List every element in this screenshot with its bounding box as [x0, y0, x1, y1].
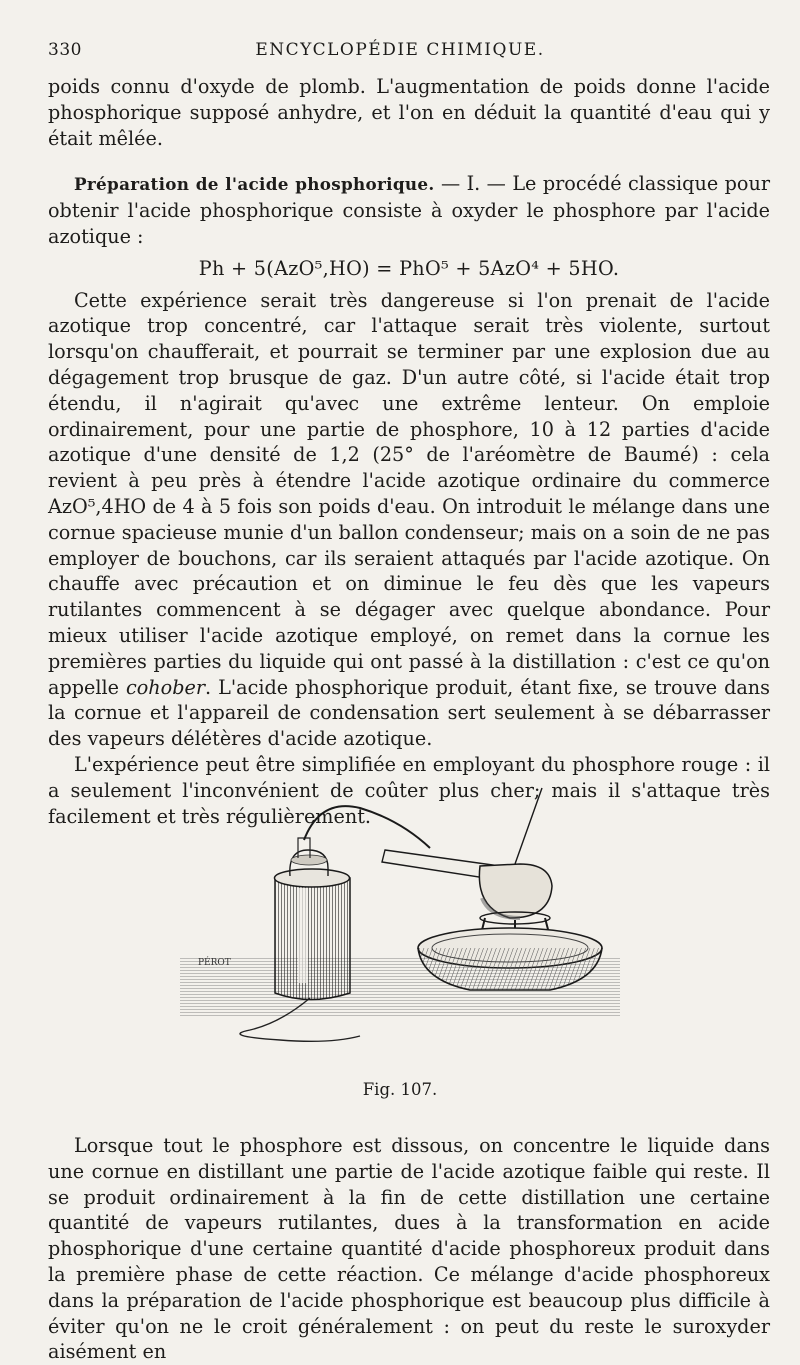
- text-block-top: [48, 74, 770, 829]
- section-heading: Préparation de l'acide phosphorique.: [74, 174, 435, 195]
- page-number: 330: [48, 40, 82, 60]
- page-header: [48, 40, 752, 64]
- paragraph-experience: [48, 288, 770, 752]
- paragraph-preparation-text: — I. — Le procédé classique pour obtenir l'acide phosphorique consiste à oxyder le phosphore par l'acide azotique :: [48, 172, 770, 248]
- figure-caption: Fig. 107.: [362, 1080, 438, 1099]
- paragraph-experience-part-b: . L'acide phosphorique produit, étant fixe, se trouve dans la cornue et l'appareil de condensation sert seulement à se débarrasser des vapeurs délétères d'acide azotique.: [48, 675, 770, 751]
- running-title: ENCYCLOPÉDIE CHIMIQUE.: [255, 40, 545, 60]
- paragraph-experience-part-a: Cette expérience serait très dangereuse si l'on prenait de l'acide azotique trop concentré, car l'attaque serait très violente, surtout lorsqu'on chaufferait, et pourrait se terminer par une explosion due au dégagement trop brusque de gaz. D'un autre côté, si l'acide était trop étendu, il n'agirait qu'avec une extrême lenteur. On emploie ordinairement, pour une partie de phosphore, 10 à 12 parties d'acide azotique d'une densité de 1,2 (25° de l'aréomètre de Baumé) : cela revient à peu près à étendre l'acide azotique ordinaire du commerce AzO⁵,4HO de 4 à 5 fois son poids d'eau. On introduit le mélange dans une cornue spacieuse munie d'un ballon condenseur; mais on a soin de ne pas employer de bouchons, car ils seraient attaqués par l'acide azotique. On chauffe avec précaution et on diminue le feu dès que les vapeurs rutilantes commencent à se dégager avec quelque abondance. Pour mieux utiliser l'acide azotique employé, on remet dans la cornue les premières parties du liquide qui ont passé à la distillation : c'est ce qu'on appelle: [48, 288, 770, 699]
- paragraph-continued: poids connu d'oxyde de plomb. L'augmentation de poids donne l'acide phosphorique supposé anhydre, et l'on en déduit la quantité d'eau qui y était mêlée.: [48, 75, 770, 150]
- paragraph-preparation: [48, 171, 770, 249]
- term-cohober: cohober: [126, 675, 206, 699]
- apparatus-engraving: [170, 768, 630, 1068]
- paragraph-red-phosphorus: L'expérience peut être simplifiée en employant du phosphore rouge : il a seulement l'inconvénient de coûter plus cher; mais il s'attaque très facilement et très régulièrement.: [48, 752, 770, 828]
- connecting-tube: [304, 806, 430, 848]
- text-block-bottom: [48, 1133, 770, 1365]
- chemical-equation: Ph + 5(AzO⁵,HO) = PhO⁵ + 5AzO⁴ + 5HO.: [198, 256, 620, 280]
- condenser-stand: [275, 838, 351, 1000]
- paragraph-concentration: Lorsque tout le phosphore est dissous, on concentre le liquide dans une cornue en distillant une partie de l'acide azotique faible qui reste. Il se produit ordinairement à la fin de cette distillation une certaine quantité de vapeurs rutilantes, dues à la transformation en acide phosphorique d'une certaine quantité d'acide phosphoreux produit dans la première phase de cette réaction. Ce mélange d'acide phosphoreux dans la préparation de l'acide phosphorique est beaucoup plus difficile à éviter qu'on ne le croit généralement : on peut du reste le suroxyder aisément en: [48, 1134, 770, 1364]
- heating-basin: [418, 928, 602, 990]
- engraver-signature: PÉROT: [198, 958, 231, 968]
- figure-107-illustration: [170, 768, 630, 1068]
